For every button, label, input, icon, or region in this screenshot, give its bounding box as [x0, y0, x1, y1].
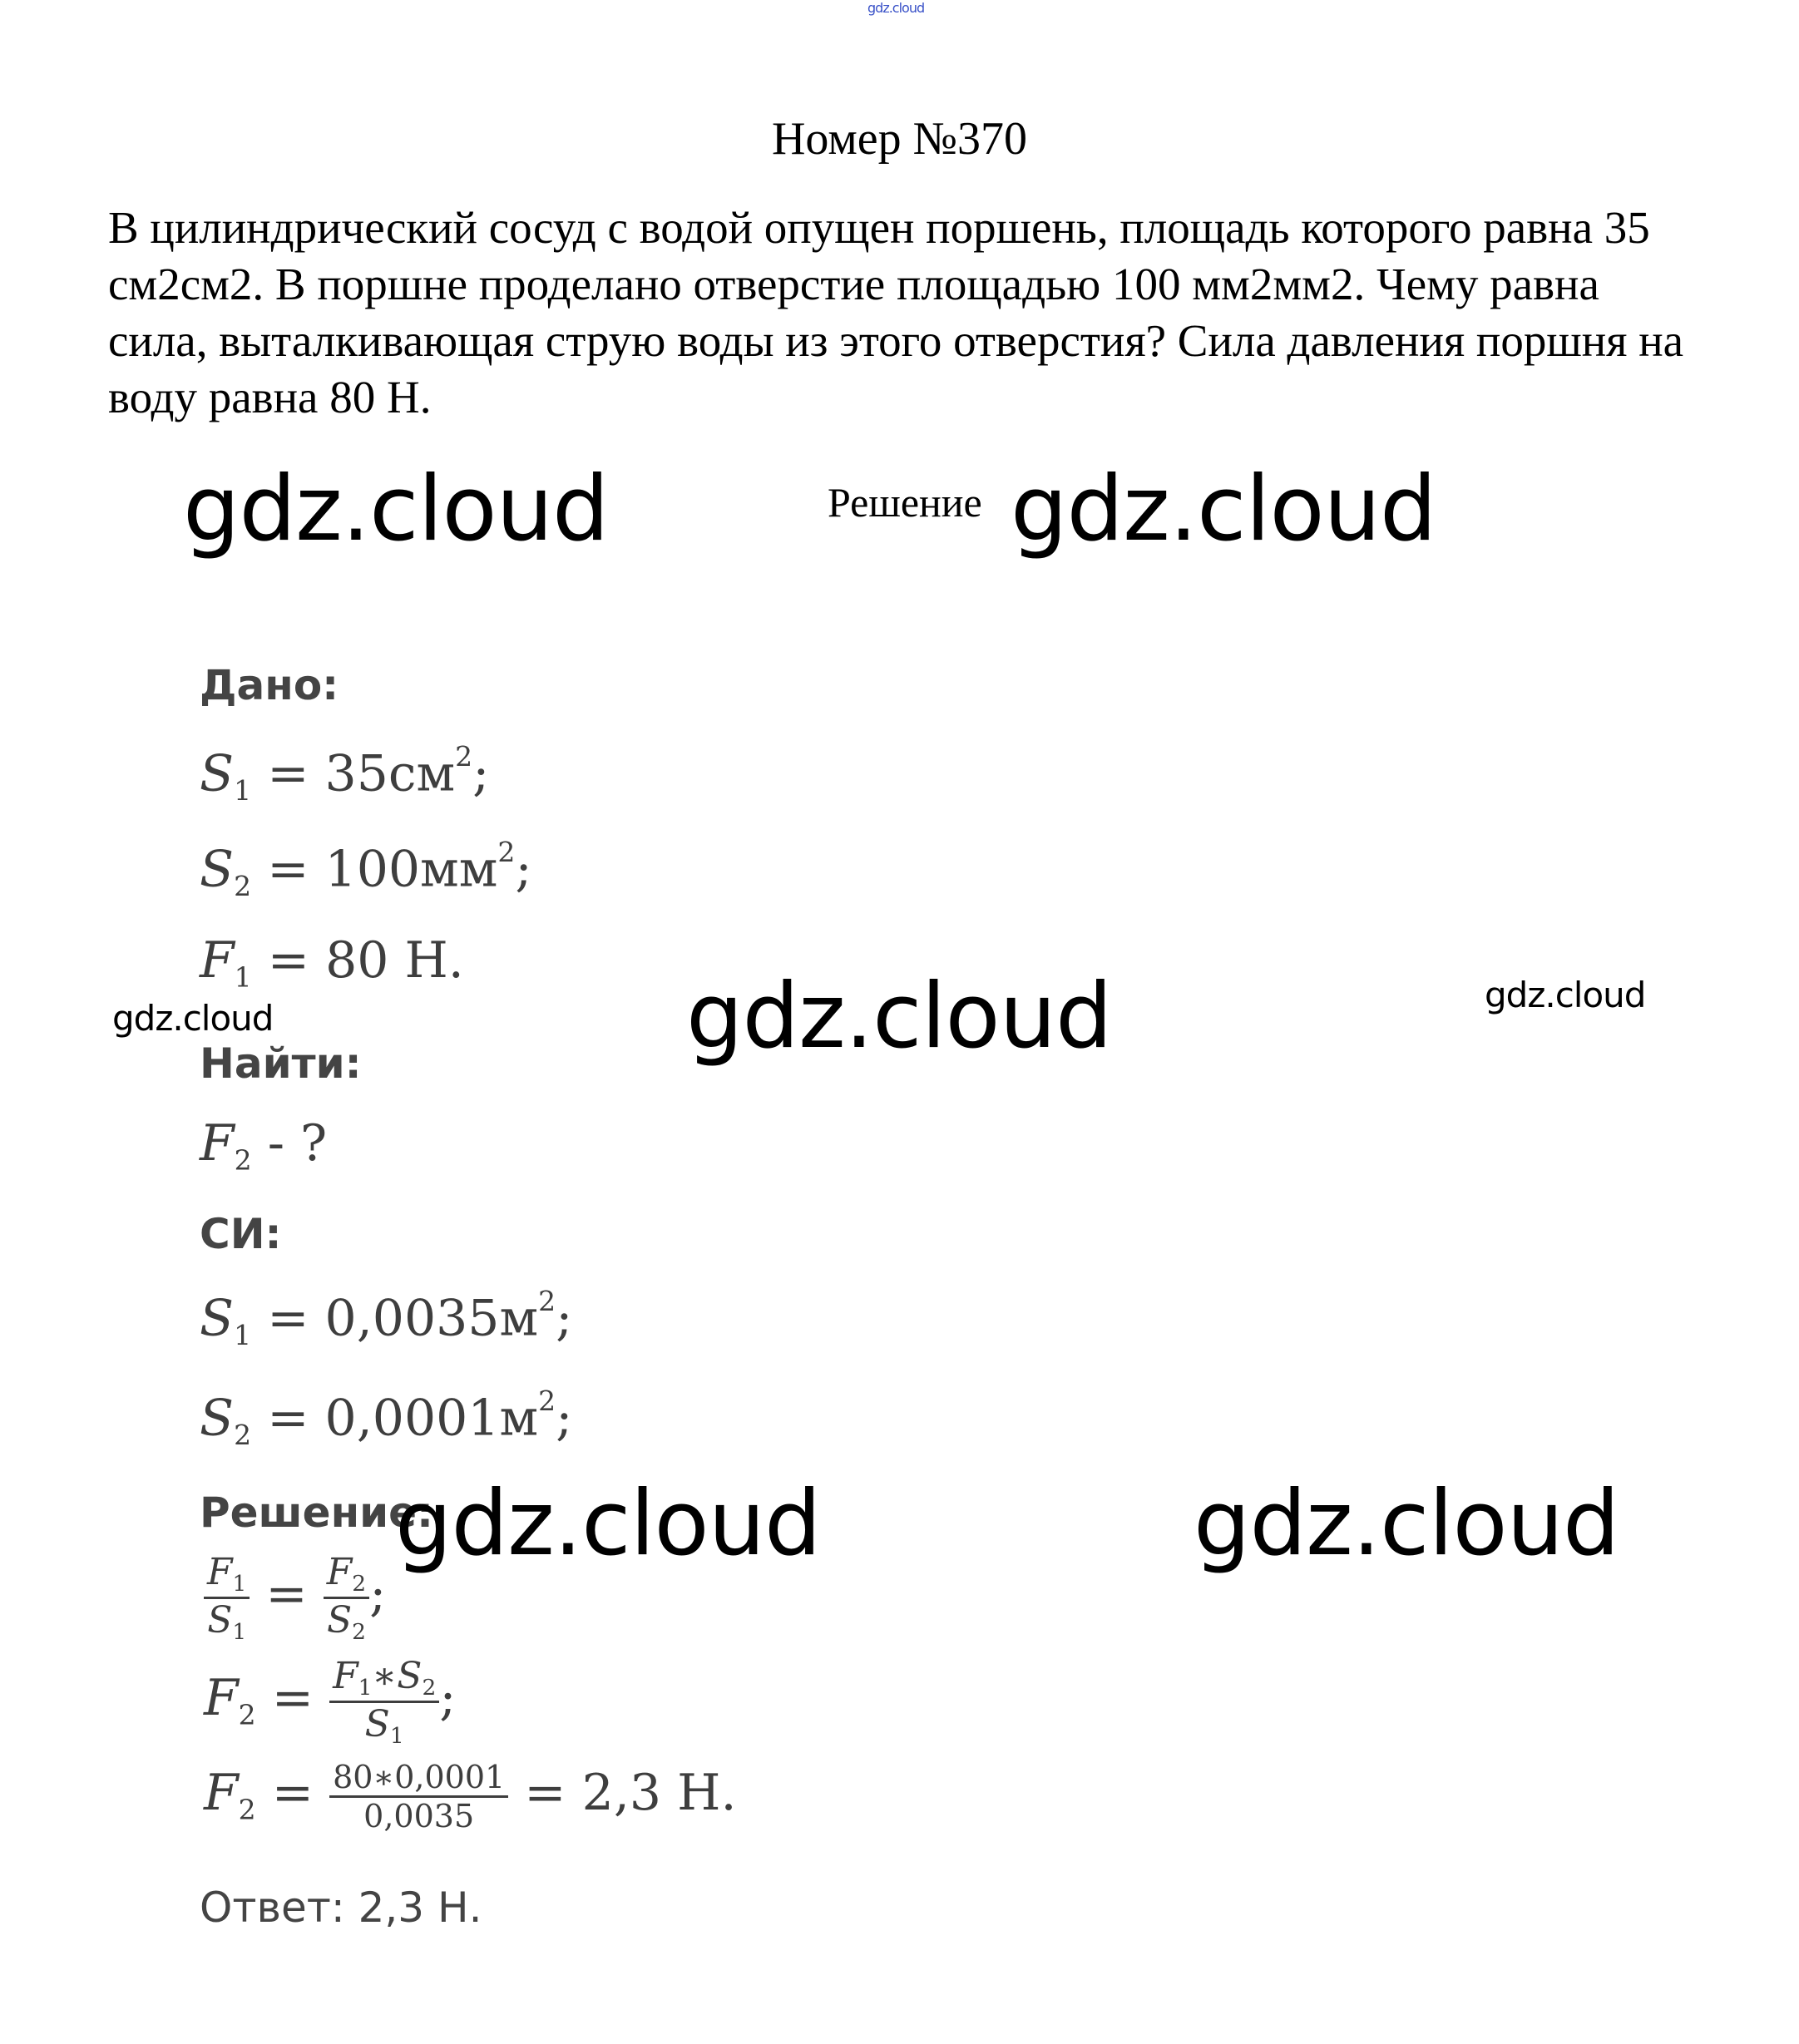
problem-text: В цилиндрический сосуд с водой опущен поршень, площадь которого равна 35 см2см2. В поршне проделано отверстие площадью 100 мм2мм2. Чему равна сила, выталкивающая струю воды из этого отверстия? Сила давления поршня на воду равна 80 Н. [108, 202, 1684, 422]
page-title: Номер №370 [771, 113, 1028, 165]
formula-f2-general: $F_2$ = $\frac{F_1∗S_2}{S_1}$ ; [204, 1655, 457, 1749]
given-s1: $S_1 = 35см^2$; [200, 740, 490, 807]
watermark-7: gdz.cloud [1194, 1472, 1619, 1576]
find-header: Найти: [200, 1039, 362, 1088]
find-f2: $F_2$ - ? [200, 1114, 328, 1177]
si-s1: $S_1 = 0,0035м^2$; [200, 1285, 573, 1352]
watermark-2: gdz.cloud [1011, 457, 1436, 561]
watermark-3: gdz.cloud [112, 998, 274, 1039]
si-header: СИ: [200, 1210, 282, 1258]
solution-label: Решение [828, 479, 982, 526]
formula-ratio: $\frac{F_1}{S_1}$ = $\frac{F_2}{S_2}$ ; [204, 1551, 386, 1645]
given-s2: $S_2 = 100мм^2$; [200, 836, 532, 903]
watermark-4: gdz.cloud [686, 965, 1112, 1069]
watermark-top: gdz.cloud [867, 0, 925, 16]
watermark-6: gdz.cloud [395, 1472, 821, 1576]
watermark-1: gdz.cloud [183, 457, 609, 561]
given-f1: $F_1 = 80$ Н. [200, 931, 464, 994]
watermark-5: gdz.cloud [1485, 975, 1646, 1015]
given-header: Дано: [200, 661, 339, 709]
answer: Ответ: 2,3 Н. [200, 1884, 482, 1932]
solve-header: Решение: [200, 1489, 434, 1537]
si-s2: $S_2 = 0,0001м^2$; [200, 1385, 573, 1452]
formula-f2-numeric: $F_2$ = $\frac{80∗0,0001}{0,0035}$ = 2,3 Н. [204, 1759, 737, 1834]
